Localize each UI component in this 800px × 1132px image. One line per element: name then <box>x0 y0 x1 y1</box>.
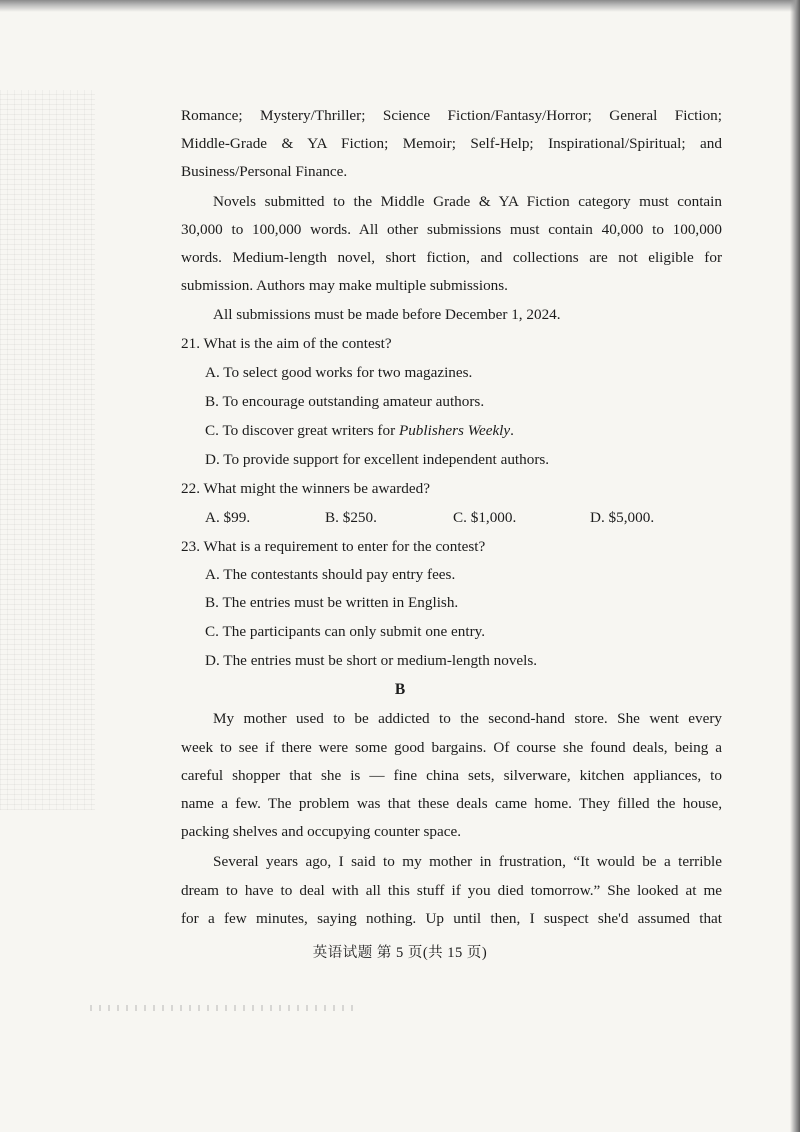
q21-option-c-italic: Publishers Weekly <box>398 422 511 439</box>
page-footer: 英语试题 第 5 页(共 15 页) <box>312 945 488 961</box>
section-b-heading: B <box>394 681 406 698</box>
scan-left-margin-noise <box>0 90 95 810</box>
q22-option-b: B. $250. <box>325 509 377 526</box>
q21-option-d: D. To provide support for excellent independent authors. <box>205 451 550 468</box>
q22-option-a: A. $99. <box>205 509 251 526</box>
scan-top-edge <box>0 0 800 12</box>
word-count-line-1: Novels submitted to the Middle Grade & YA Fiction category must contain <box>213 193 722 210</box>
genre-line-2: Middle-Grade & YA Fiction; Memoir; Self-Help; Inspirational/Spiritual; and <box>181 135 722 152</box>
b-p2-line-3: for a few minutes, saying nothing. Up until then, I suspect she'd assumed that <box>181 910 722 927</box>
b-p1-line-1: My mother used to be addicted to the second-hand store. She went every <box>213 710 722 727</box>
b-p1-line-2: week to see if there were some good bargains. Of course she found deals, being a <box>181 739 722 756</box>
q23-option-d: D. The entries must be short or medium-length novels. <box>205 652 538 669</box>
genre-line-3: Business/Personal Finance. <box>181 163 348 180</box>
b-p1-line-4: name a few. The problem was that these deals came home. They filled the house, <box>181 795 722 812</box>
q22-option-c: C. $1,000. <box>453 509 517 526</box>
word-count-line-2: 30,000 to 100,000 words. All other submissions must contain 40,000 to 100,000 <box>181 221 722 238</box>
q22-option-d: D. $5,000. <box>590 509 655 526</box>
q23-stem: 23. What is a requirement to enter for the contest? <box>181 538 486 555</box>
q23-option-a: A. The contestants should pay entry fees. <box>205 566 456 583</box>
deadline-line: All submissions must be made before December 1, 2024. <box>213 306 561 323</box>
word-count-line-3: words. Medium-length novel, short fiction, and collections are not eligible for <box>181 249 722 266</box>
scan-bottom-noise <box>90 1005 360 1011</box>
q23-option-b: B. The entries must be written in English. <box>205 594 459 611</box>
b-p1-line-3: careful shopper that she is — fine china sets, silverware, kitchen appliances, to <box>181 767 722 784</box>
b-p2-line-1: Several years ago, I said to my mother in frustration, “It would be a terrible <box>213 853 722 870</box>
q21-option-b: B. To encourage outstanding amateur authors. <box>205 393 485 410</box>
q23-option-c: C. The participants can only submit one entry. <box>205 623 486 640</box>
word-count-line-4: submission. Authors may make multiple submissions. <box>181 277 508 294</box>
genre-line-1: Romance; Mystery/Thriller; Science Fiction/Fantasy/Horror; General Fiction; <box>181 107 722 124</box>
b-p2-line-2: dream to have to deal with all this stuff if you died tomorrow.” She looked at me <box>181 882 722 899</box>
q21-stem: 21. What is the aim of the contest? <box>181 335 392 352</box>
b-p1-line-5: packing shelves and occupying counter space. <box>181 823 462 840</box>
q21-option-c-suffix: . <box>510 422 514 439</box>
q22-stem: 22. What might the winners be awarded? <box>181 480 430 497</box>
q21-option-c <box>205 421 514 441</box>
q22-options <box>205 508 725 528</box>
q21-option-a: A. To select good works for two magazines. <box>205 364 473 381</box>
q21-option-c-prefix: C. To discover great writers for <box>205 422 399 439</box>
